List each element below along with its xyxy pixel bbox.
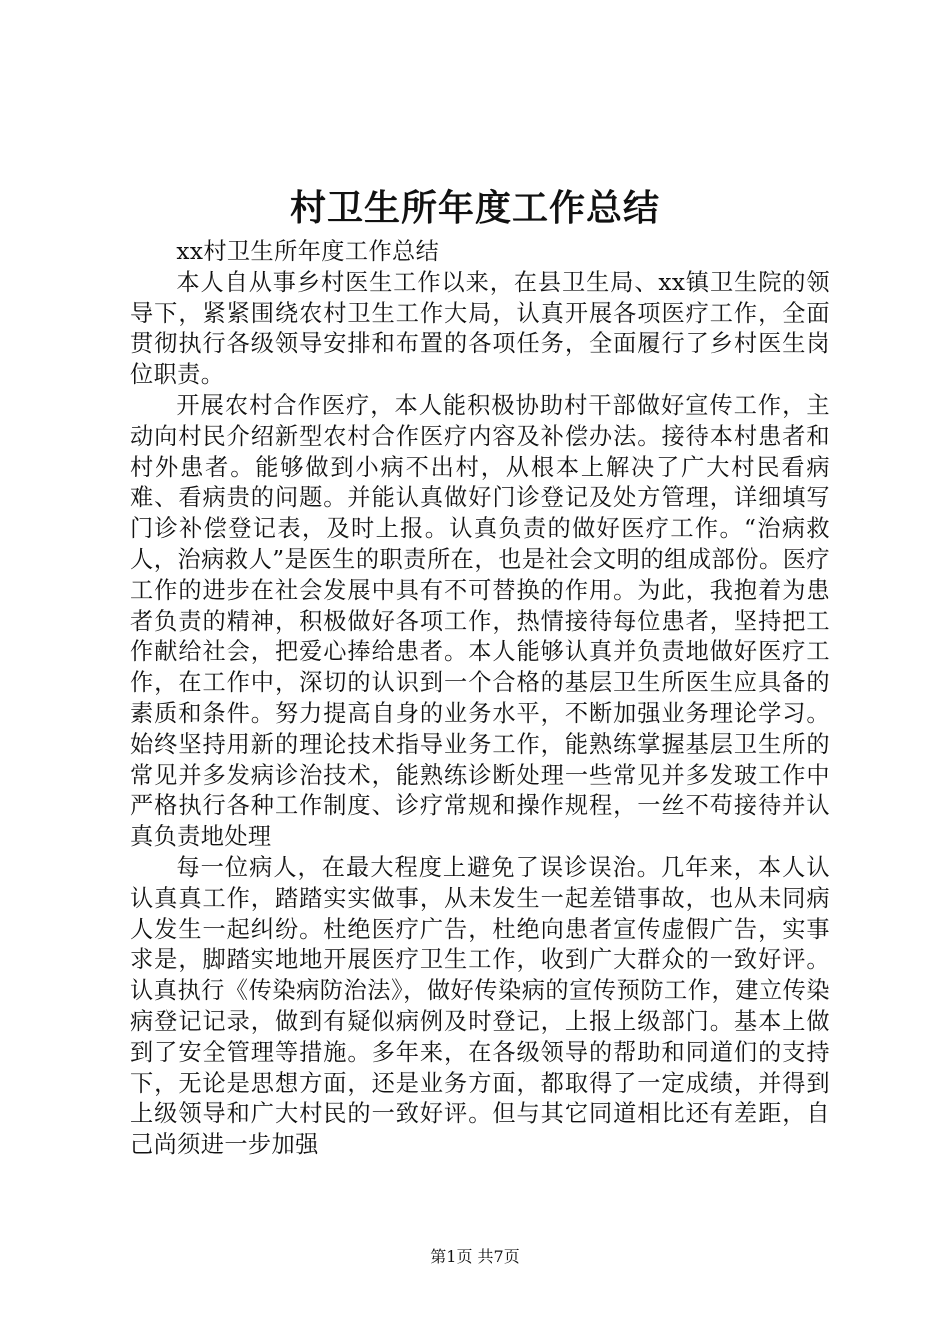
body-paragraph: 开展农村合作医疗，本人能积极协助村干部做好宣传工作，主动向村民介绍新型农村合作医疗内容及补偿办法。接待本村患者和村外患者。能够做到小病不出村，从根本上解决了广大村民看病难、看病贵的问题。并能认真做好门诊登记及处方管理，详细填写门诊补偿登记表，及时上报。认真负责的做好医疗工作。“治病救人，治病救人”是医生的职责所在，也是社会文明的组成部份。医疗工作的进步在社会发展中具有不可替换的作用。为此，我抱着为患者负责的精神，积极做好各项工作，热情接待每位患者，坚持把工作献给社会，把爱心捧给患者。本人能够认真并负责地做好医疗工作，在工作中，深切的认识到一个合格的基层卫生所医生应具备的素质和条件。努力提高自身的业务水平，不断加强业务理论学习。始终坚持用新的理论技术指导业务工作，能熟练掌握基层卫生所的常见并多发病诊治技术，能熟练诊断处理一些常见并多发玻工作中严格执行各种工作制度、诊疗常规和操作规程，一丝不苟接待并认真负责地处理 — [130, 391, 830, 851]
body-paragraph: 每一位病人，在最大程度上避免了误诊误治。几年来，本人认认真真工作，踏踏实实做事，从未发生一起差错事故，也从未同病人发生一起纠纷。杜绝医疗广告，杜绝向患者宣传虚假广告，实事求是，脚踏实地地开展医疗卫生工作，收到广大群众的一致好评。认真执行《传染病防治法》，做好传染病的宣传预防工作，建立传染病登记记录，做到有疑似病例及时登记，上报上级部门。基本上做到了安全管理等措施。多年来，在各级领导的帮助和同道们的支持下，无论是思想方面，还是业务方面，都取得了一定成绩，并得到上级领导和广大村民的一致好评。但与其它同道相比还有差距，自己尚须进一步加强 — [130, 853, 830, 1159]
subtitle-paragraph: xx村卫生所年度工作总结 — [176, 238, 440, 265]
document-body — [130, 237, 830, 1161]
page-number-footer: 第1页 共7页 — [430, 1247, 520, 1266]
document-title: 村卫生所年度工作总结 — [289, 187, 660, 229]
body-paragraph: 本人自从事乡村医生工作以来，在县卫生局、xx镇卫生院的领导下，紧紧围绕农村卫生工作大局，认真开展各项医疗工作，全面贯彻执行各级领导安排和布置的各项任务，全面履行了乡村医生岗位职责。 — [130, 268, 830, 389]
